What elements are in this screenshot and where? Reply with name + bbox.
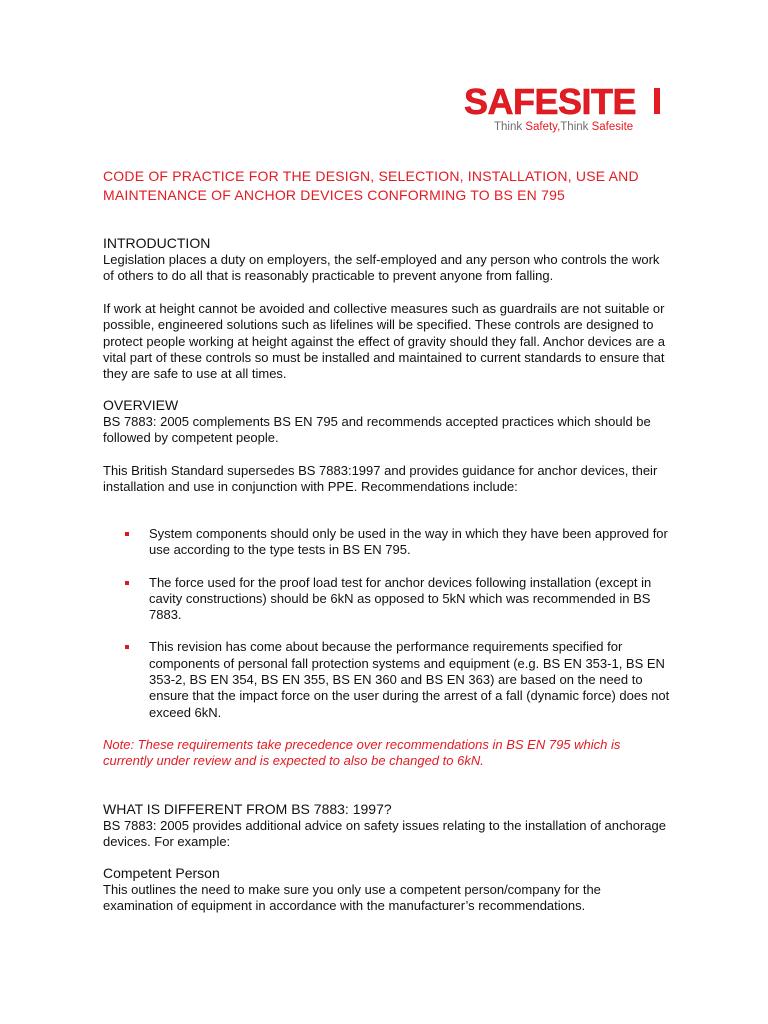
logo-wordmark: SAFESITE [464, 81, 637, 122]
safesite-logo [464, 81, 670, 136]
tagline-safety: Safety, [525, 121, 561, 133]
list-item [124, 526, 684, 559]
introduction-heading: INTRODUCTION [103, 235, 211, 251]
list-item [124, 575, 684, 624]
tagline-think-1: Think [494, 121, 526, 133]
bullet-square-icon [125, 581, 129, 585]
note-paragraph: Note: These requirements take precedence over recommendations in BS EN 795 which is currently under review and is expected to also be changed to 6kN. [103, 737, 621, 769]
tagline-safesite: Safesite [591, 121, 634, 133]
list-item-text: This revision has come about because the performance requirements specified for components of personal fall protection systems and equipment (e.g. BS EN 353-1, BS EN 353-2, BS EN 354, BS EN 355, BS EN 360 and BS EN 363) are based on the need to ensure that the impact force on the user during the arrest of a fall (dynamic force) does not exceed 6kN. [149, 639, 670, 720]
logo-tagline [494, 120, 633, 134]
logo-trademark-mark [654, 88, 660, 114]
tagline-think-2: Think [560, 121, 592, 133]
document-title: CODE OF PRACTICE FOR THE DESIGN, SELECTION, INSTALLATION, USE AND MAINTENANCE OF ANCHOR DEVICES CONFORMING TO BS EN 795 [103, 168, 639, 203]
competent-person-subheading: Competent Person [103, 865, 220, 881]
recommendations-list [124, 526, 684, 721]
overview-paragraph-1: BS 7883: 2005 complements BS EN 795 and recommends accepted practices which should be followed by competent people. [103, 414, 651, 446]
list-item-text: The force used for the proof load test for anchor devices following installation (except in cavity constructions) should be 6kN as opposed to 5kN which was recommended in BS 7883. [149, 574, 652, 623]
difference-heading: WHAT IS DIFFERENT FROM BS 7883: 1997? [103, 801, 392, 817]
introduction-paragraph-1: Legislation places a duty on employers, the self-employed and any person who controls the work of others to do all that is reasonably practicable to prevent anyone from falling. [103, 252, 660, 284]
overview-paragraph-2: This British Standard supersedes BS 7883:1997 and provides guidance for anchor devices, their installation and use in conjunction with PPE. Recommendations include: [103, 463, 658, 495]
difference-paragraph-1: BS 7883: 2005 provides additional advice on safety issues relating to the installation of anchorage devices. For example: [103, 818, 666, 850]
bullet-square-icon [125, 645, 129, 649]
list-item [124, 639, 684, 720]
bullet-square-icon [125, 532, 129, 536]
competent-person-paragraph: This outlines the need to make sure you only use a competent person/company for the examination of equipment in accordance with the manufacturer’s recommendations. [103, 882, 601, 914]
introduction-paragraph-2: If work at height cannot be avoided and collective measures such as guardrails are not suitable or possible, engineered solutions such as lifelines will be specified. These controls are designed to protect people working at height against the effect of gravity should they fall. Anchor devices are a vital part of these controls so must be installed and maintained to current standards to ensure that they are safe to use at all times. [103, 301, 665, 382]
overview-heading: OVERVIEW [103, 397, 179, 413]
list-item-text: System components should only be used in the way in which they have been approved for use according to the type tests in BS EN 795. [149, 526, 668, 558]
